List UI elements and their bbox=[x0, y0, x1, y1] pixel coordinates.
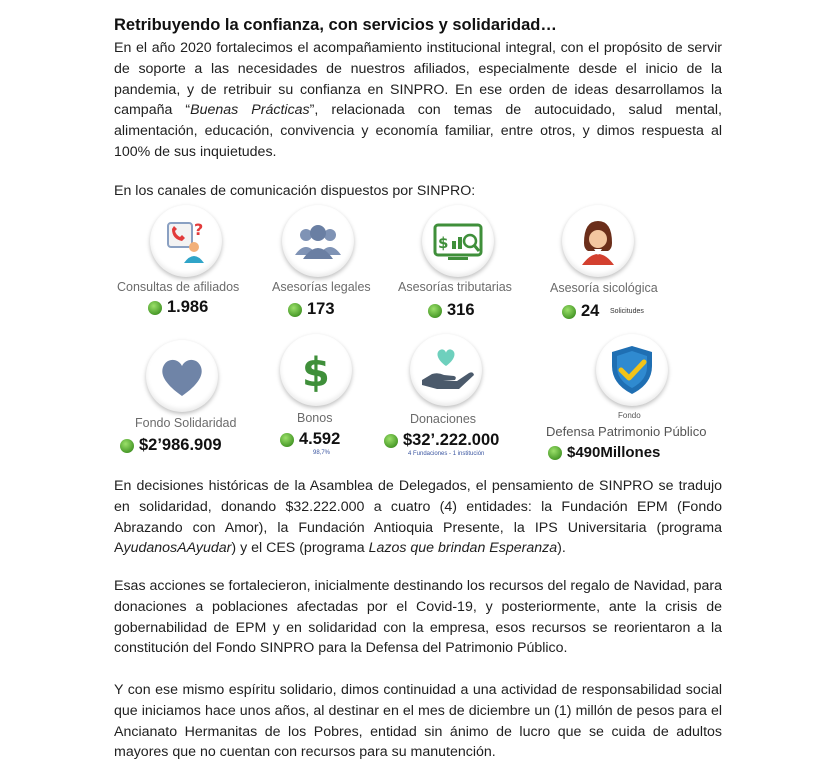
stat-label-consultas: Consultas de afiliados bbox=[117, 280, 240, 294]
green-dot-icon bbox=[120, 439, 134, 453]
stat-label-donaciones: Donaciones bbox=[410, 412, 477, 426]
psychologist-icon bbox=[562, 205, 634, 277]
stat-label-defensa: Defensa Patrimonio Público bbox=[546, 424, 707, 439]
actions-paragraph: Esas acciones se fortalecieron, inicialmente destinando los recursos del regalo de Navidad, para donaciones a poblaciones afectadas por el Covid-19, y posteriormente, ante la crisis de gobernabilidad de EPM y en solidaridad con la empresa, esos recursos se reorientaron a la constitución del Fondo SINPRO para la Defensa del Patrimonio Público. bbox=[114, 578, 722, 657]
delegates-paragraph bbox=[114, 476, 722, 559]
green-dot-icon bbox=[148, 301, 162, 315]
channels-intro: En los canales de comunicación dispuestos por SINPRO: bbox=[114, 183, 476, 199]
shield-check-icon bbox=[596, 334, 668, 406]
svg-text:$: $ bbox=[302, 350, 330, 396]
green-dot-icon bbox=[562, 305, 576, 319]
stat-label-fondo: Fondo Solidaridad bbox=[135, 416, 237, 430]
stat-note-sicologica: Solicitudes bbox=[610, 308, 644, 315]
heart-icon bbox=[146, 340, 218, 412]
dollar-icon bbox=[280, 334, 352, 406]
stat-note-bonos: 98,7% bbox=[313, 450, 331, 456]
svg-text:$: $ bbox=[438, 234, 449, 252]
section-heading: Retribuyendo la confianza, con servicios y solidaridad… bbox=[114, 16, 557, 34]
money-chart-icon bbox=[422, 205, 494, 277]
green-dot-icon bbox=[548, 446, 562, 460]
social-paragraph: Y con ese mismo espíritu solidario, dimos continuidad a una actividad de responsabilidad social que iniciamos hace unos años, al destinar en el mes de diciembre un (1) millón de pesos para el Ancianato Hermanitas de los Pobres, entidad sin ánimo de lucro que se cuida de adultos mayores que no cuentan con recursos para su manutención. bbox=[114, 682, 722, 761]
stat-label-small-defensa: Fondo bbox=[618, 411, 641, 420]
green-dot-icon bbox=[428, 304, 442, 318]
delegates-text-c: ). bbox=[557, 540, 566, 557]
delegates-text-b: ) y el CES (programa bbox=[231, 540, 369, 557]
program-name-2: Lazos que brindan Esperanza bbox=[368, 540, 558, 557]
stat-label-legales: Asesorías legales bbox=[272, 280, 371, 294]
stat-value-fondo: $2’986.909 bbox=[120, 436, 222, 455]
stat-label-tributarias: Asesorías tributarias bbox=[398, 280, 512, 294]
stat-value-donaciones: $32’.222.000 bbox=[384, 431, 499, 450]
intro-paragraph bbox=[114, 38, 722, 163]
stat-value-consultas: 1.986 bbox=[148, 298, 208, 317]
delegates-text-a: En decisiones históricas de la Asamblea de Delegados, el pensamiento de SINPRO se tradujo en solidaridad, donando $32.222.000 a cuatro (4) entidades: la Fundación EPM (Fondo Abrazando con Amor), la Fundación Antioquia Presente, la IPS Universitaria (programa A bbox=[114, 478, 722, 557]
stat-label-sicologica: Asesoría sicológica bbox=[550, 281, 658, 295]
stat-value-bonos: 4.592 bbox=[280, 430, 340, 449]
svg-text:?: ? bbox=[194, 220, 204, 239]
intro-text-a: En el año 2020 fortalecimos el acompañamiento institucional integral, con el propósito de servir de soporte a las necesidades de nuestros afiliados, especialmente desde el inicio de la pandemia, y de retribuir su confianza en SINPRO. En ese orden de ideas desarrollamos la campaña “ bbox=[114, 40, 722, 119]
stat-value-legales: 173 bbox=[288, 300, 335, 319]
program-name-1: yudanosAAyudar bbox=[123, 540, 232, 557]
green-dot-icon bbox=[288, 303, 302, 317]
green-dot-icon bbox=[384, 434, 398, 448]
intro-text-b: ”, relacionada con temas de autocuidado, salud mental, alimentación, educación, convivencia y economía familiar, entre otros, y dimos respuesta al 100% de sus inquietudes. bbox=[114, 102, 722, 160]
phone-question-icon bbox=[150, 205, 222, 277]
stat-value-sicologica: 24 bbox=[562, 302, 599, 321]
stat-note-donaciones: 4 Fundaciones - 1 institución bbox=[408, 451, 485, 457]
campaign-name: Buenas Prácticas bbox=[190, 102, 310, 119]
stat-value-defensa: $490Millones bbox=[548, 444, 660, 461]
green-dot-icon bbox=[280, 433, 294, 447]
stat-label-bonos: Bonos bbox=[297, 411, 333, 425]
people-icon bbox=[282, 205, 354, 277]
stat-value-tributarias: 316 bbox=[428, 301, 475, 320]
hand-heart-icon bbox=[410, 334, 482, 406]
